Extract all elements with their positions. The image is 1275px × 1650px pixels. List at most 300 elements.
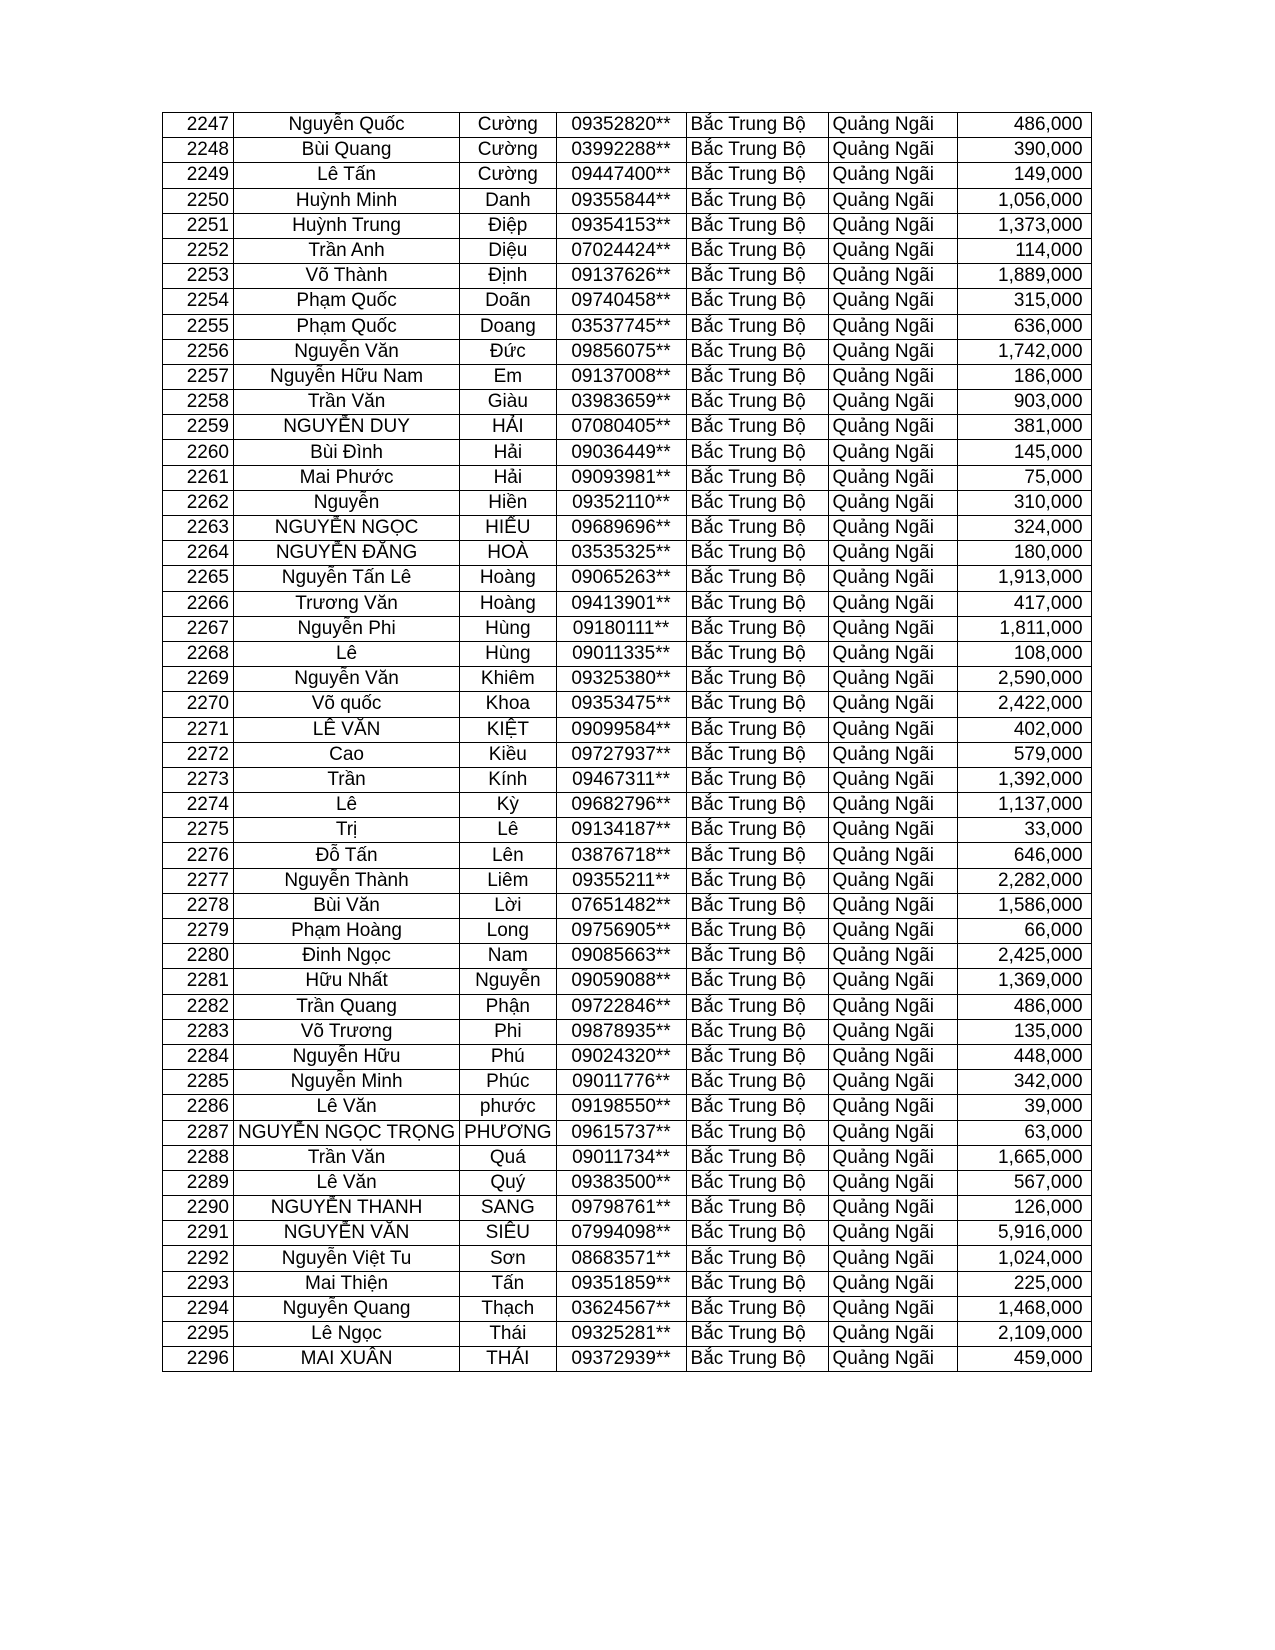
province-cell: Quảng Ngãi xyxy=(828,390,957,415)
amount-cell: 579,000 xyxy=(957,742,1091,767)
row-number-cell: 2288 xyxy=(163,1145,234,1170)
surname-cell: Võ quốc xyxy=(234,692,460,717)
phone-cell: 09325281** xyxy=(556,1322,686,1347)
surname-cell: Lê xyxy=(234,641,460,666)
phone-cell: 09180111** xyxy=(556,616,686,641)
province-cell: Quảng Ngãi xyxy=(828,742,957,767)
surname-cell: Lê xyxy=(234,793,460,818)
amount-cell: 1,811,000 xyxy=(957,616,1091,641)
row-number-cell: 2286 xyxy=(163,1095,234,1120)
row-number-cell: 2275 xyxy=(163,818,234,843)
row-number-cell: 2289 xyxy=(163,1170,234,1195)
given-name-cell: Thái xyxy=(460,1322,556,1347)
given-name-cell: Hoàng xyxy=(460,591,556,616)
surname-cell: NGUYỄN VĂN xyxy=(234,1221,460,1246)
row-number-cell: 2292 xyxy=(163,1246,234,1271)
row-number-cell: 2279 xyxy=(163,919,234,944)
surname-cell: Trị xyxy=(234,818,460,843)
phone-cell: 09093981** xyxy=(556,465,686,490)
region-cell: Bắc Trung Bộ xyxy=(686,390,828,415)
amount-cell: 1,373,000 xyxy=(957,213,1091,238)
region-cell: Bắc Trung Bộ xyxy=(686,1347,828,1372)
row-number-cell: 2268 xyxy=(163,641,234,666)
amount-cell: 310,000 xyxy=(957,490,1091,515)
region-cell: Bắc Trung Bộ xyxy=(686,893,828,918)
province-cell: Quảng Ngãi xyxy=(828,516,957,541)
given-name-cell: Liêm xyxy=(460,868,556,893)
surname-cell: Hữu Nhất xyxy=(234,969,460,994)
row-number-cell: 2270 xyxy=(163,692,234,717)
phone-cell: 09383500** xyxy=(556,1170,686,1195)
table-row xyxy=(163,1145,1092,1170)
province-cell: Quảng Ngãi xyxy=(828,364,957,389)
province-cell: Quảng Ngãi xyxy=(828,1271,957,1296)
table-row xyxy=(163,843,1092,868)
province-cell: Quảng Ngãi xyxy=(828,717,957,742)
given-name-cell: Kiều xyxy=(460,742,556,767)
region-cell: Bắc Trung Bộ xyxy=(686,440,828,465)
region-cell: Bắc Trung Bộ xyxy=(686,238,828,263)
row-number-cell: 2295 xyxy=(163,1322,234,1347)
phone-cell: 09413901** xyxy=(556,591,686,616)
phone-cell: 09740458** xyxy=(556,289,686,314)
region-cell: Bắc Trung Bộ xyxy=(686,516,828,541)
row-number-cell: 2256 xyxy=(163,339,234,364)
region-cell: Bắc Trung Bộ xyxy=(686,591,828,616)
table-row xyxy=(163,1120,1092,1145)
given-name-cell: Danh xyxy=(460,188,556,213)
surname-cell: Huỳnh Minh xyxy=(234,188,460,213)
given-name-cell: Lê xyxy=(460,818,556,843)
province-cell: Quảng Ngãi xyxy=(828,314,957,339)
surname-cell: Nguyễn Tấn Lê xyxy=(234,566,460,591)
province-cell: Quảng Ngãi xyxy=(828,238,957,263)
surname-cell: Bùi Quang xyxy=(234,138,460,163)
province-cell: Quảng Ngãi xyxy=(828,893,957,918)
surname-cell: MAI XUÂN xyxy=(234,1347,460,1372)
given-name-cell: THÁI xyxy=(460,1347,556,1372)
amount-cell: 1,137,000 xyxy=(957,793,1091,818)
region-cell: Bắc Trung Bộ xyxy=(686,1296,828,1321)
row-number-cell: 2254 xyxy=(163,289,234,314)
given-name-cell: Định xyxy=(460,264,556,289)
region-cell: Bắc Trung Bộ xyxy=(686,163,828,188)
phone-cell: 03992288** xyxy=(556,138,686,163)
amount-cell: 402,000 xyxy=(957,717,1091,742)
phone-cell: 09137626** xyxy=(556,264,686,289)
region-cell: Bắc Trung Bộ xyxy=(686,1095,828,1120)
phone-cell: 03624567** xyxy=(556,1296,686,1321)
phone-cell: 09756905** xyxy=(556,919,686,944)
region-cell: Bắc Trung Bộ xyxy=(686,339,828,364)
given-name-cell: Diệu xyxy=(460,238,556,263)
amount-cell: 180,000 xyxy=(957,541,1091,566)
given-name-cell: Lời xyxy=(460,893,556,918)
row-number-cell: 2260 xyxy=(163,440,234,465)
table-row xyxy=(163,188,1092,213)
region-cell: Bắc Trung Bộ xyxy=(686,1196,828,1221)
surname-cell: Mai Thiện xyxy=(234,1271,460,1296)
province-cell: Quảng Ngãi xyxy=(828,969,957,994)
surname-cell: Nguyễn Việt Tu xyxy=(234,1246,460,1271)
region-cell: Bắc Trung Bộ xyxy=(686,364,828,389)
surname-cell: NGUYỄN NGỌC xyxy=(234,516,460,541)
region-cell: Bắc Trung Bộ xyxy=(686,415,828,440)
surname-cell: Lê Văn xyxy=(234,1170,460,1195)
phone-cell: 09355844** xyxy=(556,188,686,213)
amount-cell: 390,000 xyxy=(957,138,1091,163)
row-number-cell: 2283 xyxy=(163,1019,234,1044)
surname-cell: Đỗ Tấn xyxy=(234,843,460,868)
row-number-cell: 2291 xyxy=(163,1221,234,1246)
table-row xyxy=(163,717,1092,742)
table-row xyxy=(163,868,1092,893)
surname-cell: Nguyễn xyxy=(234,490,460,515)
region-cell: Bắc Trung Bộ xyxy=(686,1170,828,1195)
province-cell: Quảng Ngãi xyxy=(828,213,957,238)
given-name-cell: Nam xyxy=(460,944,556,969)
table-row xyxy=(163,113,1092,138)
amount-cell: 1,889,000 xyxy=(957,264,1091,289)
amount-cell: 646,000 xyxy=(957,843,1091,868)
given-name-cell: Thạch xyxy=(460,1296,556,1321)
given-name-cell: Tấn xyxy=(460,1271,556,1296)
given-name-cell: SANG xyxy=(460,1196,556,1221)
province-cell: Quảng Ngãi xyxy=(828,188,957,213)
surname-cell: NGUYỄN DUY xyxy=(234,415,460,440)
amount-cell: 1,742,000 xyxy=(957,339,1091,364)
given-name-cell: Hùng xyxy=(460,641,556,666)
table-row xyxy=(163,818,1092,843)
table-row xyxy=(163,566,1092,591)
phone-cell: 09615737** xyxy=(556,1120,686,1145)
phone-cell: 09099584** xyxy=(556,717,686,742)
amount-cell: 66,000 xyxy=(957,919,1091,944)
amount-cell: 2,425,000 xyxy=(957,944,1091,969)
province-cell: Quảng Ngãi xyxy=(828,1170,957,1195)
given-name-cell: Phúc xyxy=(460,1070,556,1095)
region-cell: Bắc Trung Bộ xyxy=(686,541,828,566)
province-cell: Quảng Ngãi xyxy=(828,113,957,138)
region-cell: Bắc Trung Bộ xyxy=(686,1019,828,1044)
given-name-cell: Hiền xyxy=(460,490,556,515)
table-row xyxy=(163,490,1092,515)
table-row xyxy=(163,238,1092,263)
phone-cell: 07651482** xyxy=(556,893,686,918)
region-cell: Bắc Trung Bộ xyxy=(686,566,828,591)
region-cell: Bắc Trung Bộ xyxy=(686,994,828,1019)
amount-cell: 5,916,000 xyxy=(957,1221,1091,1246)
amount-cell: 1,665,000 xyxy=(957,1145,1091,1170)
province-cell: Quảng Ngãi xyxy=(828,490,957,515)
region-cell: Bắc Trung Bộ xyxy=(686,1145,828,1170)
table-row xyxy=(163,465,1092,490)
surname-cell: NGUYỄN NGỌC TRỌNG xyxy=(234,1120,460,1145)
surname-cell: Võ Thành xyxy=(234,264,460,289)
province-cell: Quảng Ngãi xyxy=(828,465,957,490)
region-cell: Bắc Trung Bộ xyxy=(686,843,828,868)
row-number-cell: 2296 xyxy=(163,1347,234,1372)
given-name-cell: Cường xyxy=(460,113,556,138)
phone-cell: 09198550** xyxy=(556,1095,686,1120)
amount-cell: 126,000 xyxy=(957,1196,1091,1221)
amount-cell: 1,586,000 xyxy=(957,893,1091,918)
surname-cell: Nguyễn Thành xyxy=(234,868,460,893)
amount-cell: 225,000 xyxy=(957,1271,1091,1296)
row-number-cell: 2274 xyxy=(163,793,234,818)
region-cell: Bắc Trung Bộ xyxy=(686,1120,828,1145)
phone-cell: 09134187** xyxy=(556,818,686,843)
province-cell: Quảng Ngãi xyxy=(828,616,957,641)
amount-cell: 33,000 xyxy=(957,818,1091,843)
amount-cell: 1,468,000 xyxy=(957,1296,1091,1321)
phone-cell: 09011776** xyxy=(556,1070,686,1095)
given-name-cell: Hoàng xyxy=(460,566,556,591)
table-row xyxy=(163,994,1092,1019)
surname-cell: NGUYỄN ĐĂNG xyxy=(234,541,460,566)
province-cell: Quảng Ngãi xyxy=(828,868,957,893)
province-cell: Quảng Ngãi xyxy=(828,138,957,163)
surname-cell: LÊ VĂN xyxy=(234,717,460,742)
row-number-cell: 2249 xyxy=(163,163,234,188)
amount-cell: 145,000 xyxy=(957,440,1091,465)
row-number-cell: 2284 xyxy=(163,1044,234,1069)
amount-cell: 186,000 xyxy=(957,364,1091,389)
amount-cell: 2,109,000 xyxy=(957,1322,1091,1347)
table-row xyxy=(163,969,1092,994)
surname-cell: Đinh Ngọc xyxy=(234,944,460,969)
table-row xyxy=(163,339,1092,364)
region-cell: Bắc Trung Bộ xyxy=(686,969,828,994)
given-name-cell: Hải xyxy=(460,465,556,490)
given-name-cell: Kỳ xyxy=(460,793,556,818)
surname-cell: Huỳnh Trung xyxy=(234,213,460,238)
table-row xyxy=(163,314,1092,339)
given-name-cell: HẢI xyxy=(460,415,556,440)
surname-cell: Nguyễn Văn xyxy=(234,339,460,364)
given-name-cell: Phi xyxy=(460,1019,556,1044)
phone-cell: 09137008** xyxy=(556,364,686,389)
row-number-cell: 2282 xyxy=(163,994,234,1019)
row-number-cell: 2277 xyxy=(163,868,234,893)
amount-cell: 324,000 xyxy=(957,516,1091,541)
surname-cell: Nguyễn Minh xyxy=(234,1070,460,1095)
surname-cell: Trương Văn xyxy=(234,591,460,616)
amount-cell: 1,913,000 xyxy=(957,566,1091,591)
phone-cell: 03983659** xyxy=(556,390,686,415)
given-name-cell: Quý xyxy=(460,1170,556,1195)
amount-cell: 381,000 xyxy=(957,415,1091,440)
row-number-cell: 2294 xyxy=(163,1296,234,1321)
given-name-cell: Giàu xyxy=(460,390,556,415)
table-row xyxy=(163,1271,1092,1296)
given-name-cell: Doãn xyxy=(460,289,556,314)
region-cell: Bắc Trung Bộ xyxy=(686,919,828,944)
phone-cell: 03535325** xyxy=(556,541,686,566)
region-cell: Bắc Trung Bộ xyxy=(686,641,828,666)
amount-cell: 315,000 xyxy=(957,289,1091,314)
given-name-cell: Khiêm xyxy=(460,667,556,692)
surname-cell: Lê Tấn xyxy=(234,163,460,188)
region-cell: Bắc Trung Bộ xyxy=(686,188,828,213)
table-row xyxy=(163,264,1092,289)
phone-cell: 09325380** xyxy=(556,667,686,692)
table-row xyxy=(163,1322,1092,1347)
province-cell: Quảng Ngãi xyxy=(828,1120,957,1145)
table-row xyxy=(163,1044,1092,1069)
row-number-cell: 2265 xyxy=(163,566,234,591)
surname-cell: Nguyễn Văn xyxy=(234,667,460,692)
amount-cell: 636,000 xyxy=(957,314,1091,339)
region-cell: Bắc Trung Bộ xyxy=(686,667,828,692)
given-name-cell: PHƯƠNG xyxy=(460,1120,556,1145)
province-cell: Quảng Ngãi xyxy=(828,1322,957,1347)
phone-cell: 09059088** xyxy=(556,969,686,994)
province-cell: Quảng Ngãi xyxy=(828,818,957,843)
table-row xyxy=(163,742,1092,767)
province-cell: Quảng Ngãi xyxy=(828,1246,957,1271)
table-row xyxy=(163,138,1092,163)
phone-cell: 09011335** xyxy=(556,641,686,666)
province-cell: Quảng Ngãi xyxy=(828,1095,957,1120)
surname-cell: Nguyễn Phi xyxy=(234,616,460,641)
region-cell: Bắc Trung Bộ xyxy=(686,1221,828,1246)
row-number-cell: 2267 xyxy=(163,616,234,641)
row-number-cell: 2252 xyxy=(163,238,234,263)
amount-cell: 448,000 xyxy=(957,1044,1091,1069)
row-number-cell: 2253 xyxy=(163,264,234,289)
phone-cell: 07080405** xyxy=(556,415,686,440)
row-number-cell: 2248 xyxy=(163,138,234,163)
amount-cell: 114,000 xyxy=(957,238,1091,263)
surname-cell: Nguyễn Hữu Nam xyxy=(234,364,460,389)
given-name-cell: Long xyxy=(460,919,556,944)
amount-cell: 39,000 xyxy=(957,1095,1091,1120)
table-row xyxy=(163,1170,1092,1195)
amount-cell: 63,000 xyxy=(957,1120,1091,1145)
given-name-cell: Phận xyxy=(460,994,556,1019)
given-name-cell: Hùng xyxy=(460,616,556,641)
region-cell: Bắc Trung Bộ xyxy=(686,490,828,515)
table-row xyxy=(163,364,1092,389)
amount-cell: 135,000 xyxy=(957,1019,1091,1044)
region-cell: Bắc Trung Bộ xyxy=(686,616,828,641)
amount-cell: 567,000 xyxy=(957,1170,1091,1195)
table-row xyxy=(163,1296,1092,1321)
province-cell: Quảng Ngãi xyxy=(828,767,957,792)
table-row xyxy=(163,1221,1092,1246)
region-cell: Bắc Trung Bộ xyxy=(686,289,828,314)
table-row xyxy=(163,440,1092,465)
region-cell: Bắc Trung Bộ xyxy=(686,1246,828,1271)
phone-cell: 09355211** xyxy=(556,868,686,893)
row-number-cell: 2266 xyxy=(163,591,234,616)
given-name-cell: Doang xyxy=(460,314,556,339)
province-cell: Quảng Ngãi xyxy=(828,1347,957,1372)
phone-cell: 09085663** xyxy=(556,944,686,969)
table-row xyxy=(163,1019,1092,1044)
row-number-cell: 2269 xyxy=(163,667,234,692)
table-row xyxy=(163,163,1092,188)
province-cell: Quảng Ngãi xyxy=(828,163,957,188)
amount-cell: 75,000 xyxy=(957,465,1091,490)
amount-cell: 1,056,000 xyxy=(957,188,1091,213)
amount-cell: 903,000 xyxy=(957,390,1091,415)
row-number-cell: 2261 xyxy=(163,465,234,490)
province-cell: Quảng Ngãi xyxy=(828,440,957,465)
region-cell: Bắc Trung Bộ xyxy=(686,767,828,792)
surname-cell: Nguyễn Quang xyxy=(234,1296,460,1321)
row-number-cell: 2250 xyxy=(163,188,234,213)
phone-cell: 09722846** xyxy=(556,994,686,1019)
phone-cell: 09354153** xyxy=(556,213,686,238)
table-row xyxy=(163,692,1092,717)
region-cell: Bắc Trung Bộ xyxy=(686,692,828,717)
phone-cell: 03537745** xyxy=(556,314,686,339)
province-cell: Quảng Ngãi xyxy=(828,1019,957,1044)
amount-cell: 1,392,000 xyxy=(957,767,1091,792)
phone-cell: 09682796** xyxy=(556,793,686,818)
table-row xyxy=(163,893,1092,918)
region-cell: Bắc Trung Bộ xyxy=(686,314,828,339)
region-cell: Bắc Trung Bộ xyxy=(686,465,828,490)
surname-cell: NGUYỄN THANH xyxy=(234,1196,460,1221)
phone-cell: 09036449** xyxy=(556,440,686,465)
province-cell: Quảng Ngãi xyxy=(828,944,957,969)
table-row xyxy=(163,1196,1092,1221)
phone-cell: 07024424** xyxy=(556,238,686,263)
phone-cell: 09447400** xyxy=(556,163,686,188)
given-name-cell: phước xyxy=(460,1095,556,1120)
region-cell: Bắc Trung Bộ xyxy=(686,1322,828,1347)
table-row xyxy=(163,667,1092,692)
province-cell: Quảng Ngãi xyxy=(828,1296,957,1321)
phone-cell: 09372939** xyxy=(556,1347,686,1372)
province-cell: Quảng Ngãi xyxy=(828,919,957,944)
phone-cell: 09689696** xyxy=(556,516,686,541)
phone-cell: 09798761** xyxy=(556,1196,686,1221)
table-row xyxy=(163,541,1092,566)
amount-cell: 1,024,000 xyxy=(957,1246,1091,1271)
surname-cell: Mai Phước xyxy=(234,465,460,490)
province-cell: Quảng Ngãi xyxy=(828,1044,957,1069)
surname-cell: Lê Văn xyxy=(234,1095,460,1120)
phone-cell: 09351859** xyxy=(556,1271,686,1296)
table-row xyxy=(163,591,1092,616)
given-name-cell: Cường xyxy=(460,163,556,188)
table-row xyxy=(163,944,1092,969)
row-number-cell: 2263 xyxy=(163,516,234,541)
row-number-cell: 2259 xyxy=(163,415,234,440)
region-cell: Bắc Trung Bộ xyxy=(686,1271,828,1296)
table-row xyxy=(163,1347,1092,1372)
surname-cell: Phạm Hoàng xyxy=(234,919,460,944)
given-name-cell: Cường xyxy=(460,138,556,163)
given-name-cell: Phú xyxy=(460,1044,556,1069)
phone-cell: 09352110** xyxy=(556,490,686,515)
surname-cell: Nguyễn Hữu xyxy=(234,1044,460,1069)
row-number-cell: 2247 xyxy=(163,113,234,138)
province-cell: Quảng Ngãi xyxy=(828,1070,957,1095)
phone-cell: 09352820** xyxy=(556,113,686,138)
phone-cell: 07994098** xyxy=(556,1221,686,1246)
given-name-cell: Nguyễn xyxy=(460,969,556,994)
table-row xyxy=(163,415,1092,440)
province-cell: Quảng Ngãi xyxy=(828,843,957,868)
amount-cell: 342,000 xyxy=(957,1070,1091,1095)
phone-cell: 08683571** xyxy=(556,1246,686,1271)
row-number-cell: 2272 xyxy=(163,742,234,767)
